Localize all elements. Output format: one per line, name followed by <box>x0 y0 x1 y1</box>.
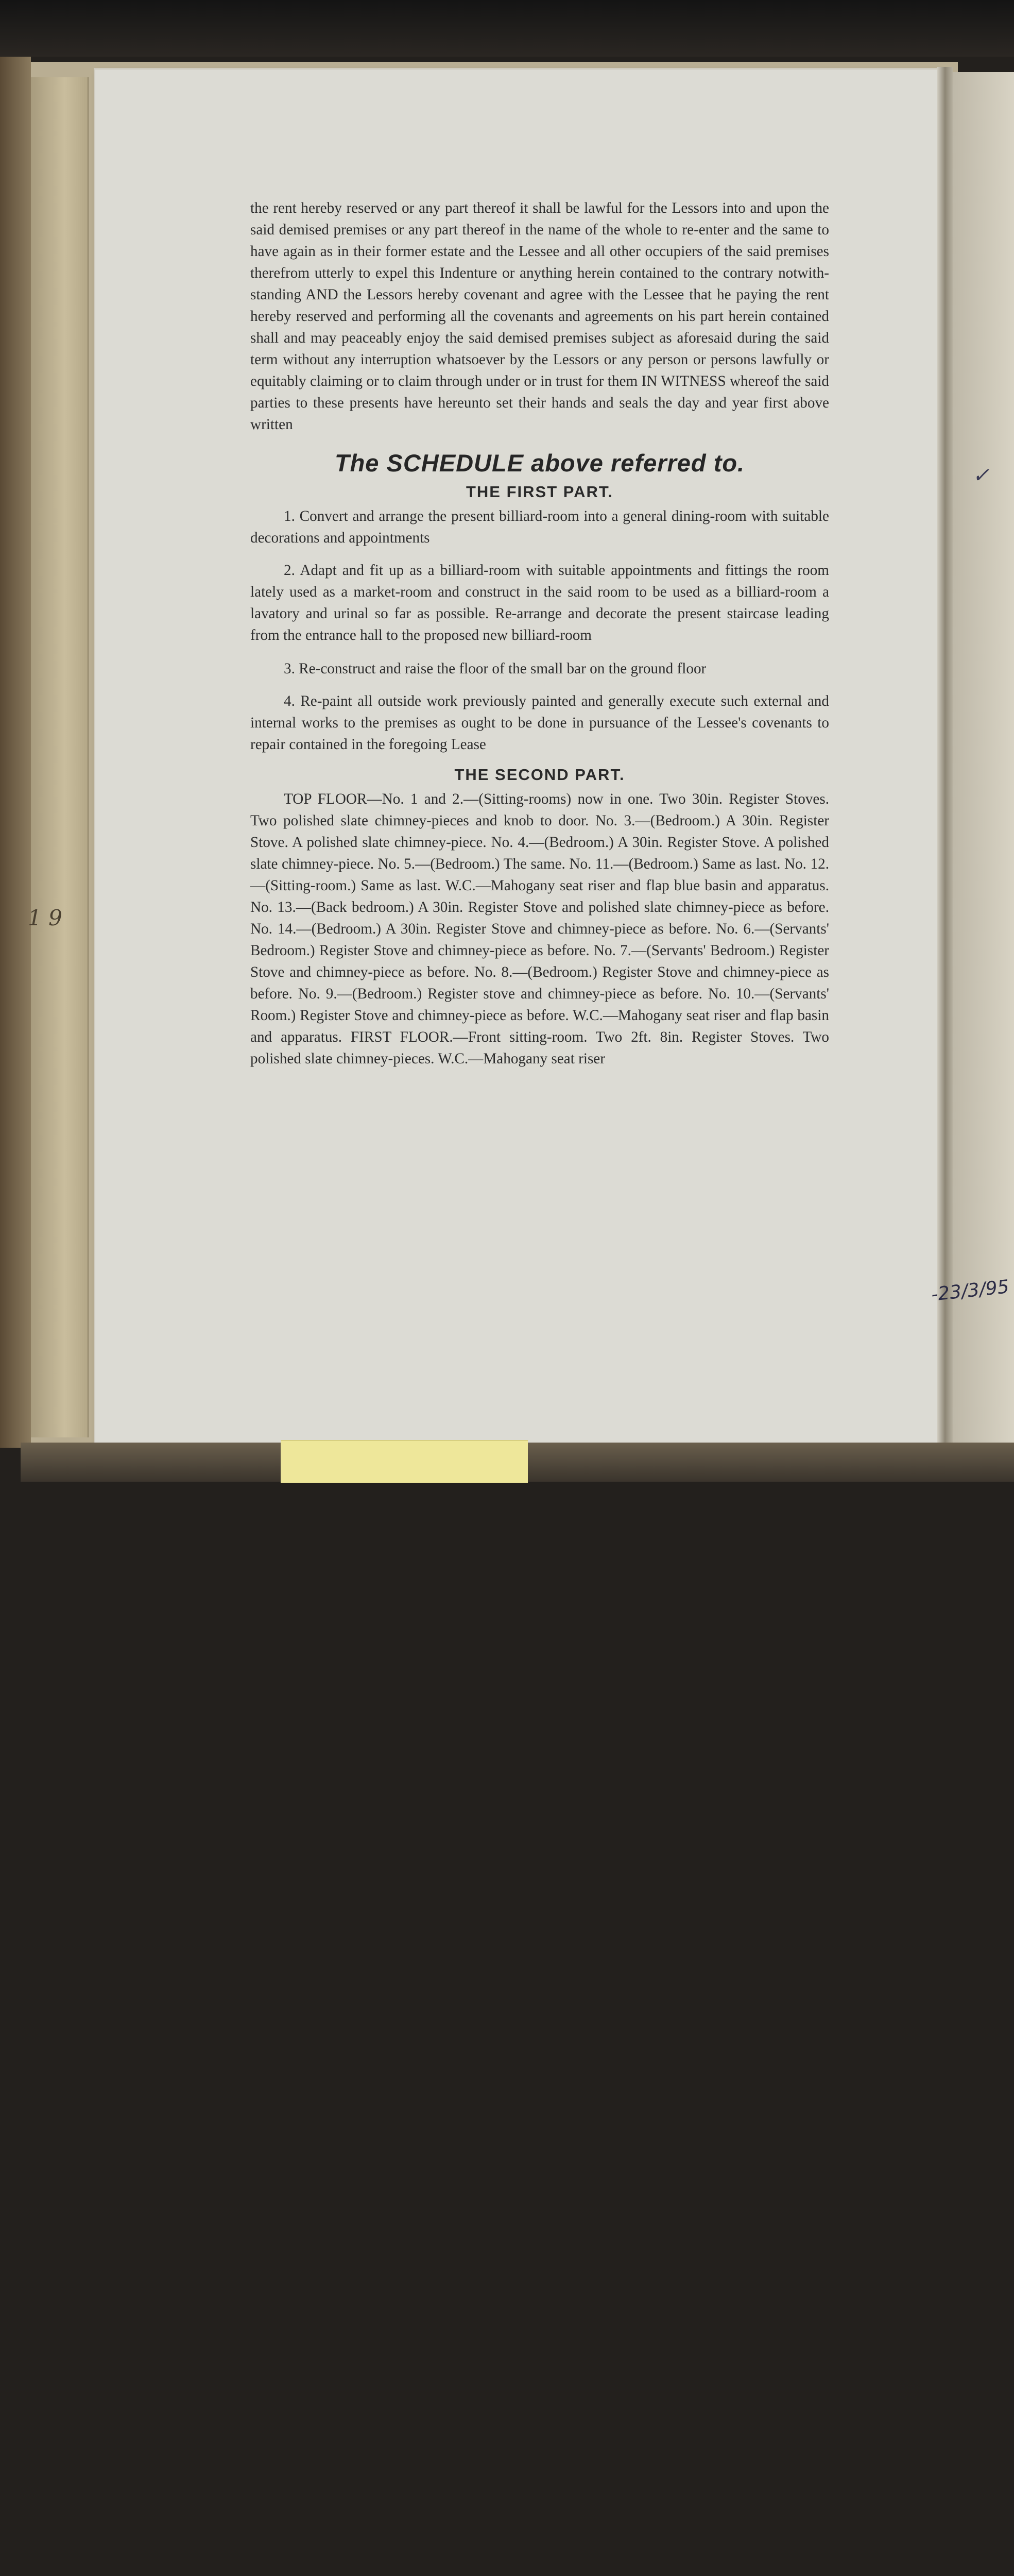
folded-left-leaf <box>31 77 89 1437</box>
book-spine-edge <box>0 57 31 1448</box>
first-part-item-4: 4. Re-paint all outside work previously painted and generally execute such external and internal works to the premises as ought to be done in pursuance of the Lessee's covenants to repair contained in the foregoing Lease <box>250 693 829 753</box>
handwritten-date: -23/3/95 <box>930 1276 1010 1306</box>
pencil-margin-mark: 1 9 <box>28 905 62 930</box>
first-part-item-2: 2. Adapt and fit up as a billiard-room with suitable appointments and fittings the room lately used as a market-room and construct in the said room to be used as a billiard-room a lavatory and urinal so far as possible. Re-arrange and decorate the present staircase leading from the entrance hall to the proposed new billiard-room <box>250 562 829 643</box>
first-part-item-3: 3. Re-construct and raise the floor of the small bar on the ground floor <box>284 660 707 677</box>
opening-paragraph: the rent hereby reserved or any part thereof it shall be lawful for the Lessors into and upon the said demised premises or any part thereof in the name of the whole to re-enter and the same to have again as in their former estate and the Lessee and all other occupiers of the said premises therefrom utterly to expel this Indenture or anything herein contained to the contrary notwithstanding AND the Lessors hereby covenant and agree with the Lessee that he paying the rent hereby reserved and performing all the covenants and agreements on his part herein contained shall and may peaceably enjoy the said demised premises subject as aforesaid during the said term without any interruption whatsoever by the Lessors or any person or persons lawfully or equitably claiming or to claim through under or in trust for them IN WITNESS whereof the said parties to these presents have hereunto set their hands and seals the day and year first above written <box>250 200 829 433</box>
book-cover-top <box>0 0 1014 57</box>
page-gutter <box>937 67 953 1448</box>
first-part-item-1: 1. Convert and arrange the present billiard-room into a general dining-room with suitable decorations and appointments <box>250 508 829 546</box>
handwritten-check-mark: ✓ <box>972 464 990 487</box>
facing-page-edge <box>950 72 1014 1448</box>
schedule-heading: The SCHEDULE above referred to. <box>334 449 745 477</box>
second-part-heading: THE SECOND PART. <box>454 766 625 784</box>
second-part-inventory: TOP FLOOR—No. 1 and 2.—(Sitting-rooms) now in one. Two 30in. Register Stoves. Two polished slate chimney-pieces and knob to door. No. 3.—(Bedroom.) A 30in. Register Stove. A polished slate chimney-piece. No. 4.—(Bedroom.) A 30in. Register Stove. A polished slate chimney-piece. No. 5.—(Bedroom.) The same. No. 11.—(Bedroom.) Same as last. No. 12.—(Sitting-room.) Same as last. W.C.—Mahogany seat riser and flap blue basin and apparatus. No. 13.—(Back bedroom.) A 30in. Register Stove and polished slate chimney-piece as before. No. 14.—(Bedroom.) A 30in. Register Stove and chimney-piece as before. No. 6.—(Servants' Bedroom.) Register Stove and chimney-piece as before. No. 7.—(Servants' Bedroom.) Register Stove and chimney-piece as before. No. 8.—(Bedroom.) Register Stove and chimney-piece as before. No. 9.—(Bedroom.) Register stove and chimney-piece as before. No. 10.—(Servants' Room.) Register Stove and chimney-piece as before. W.C.—Mahogany seat riser and flap basin and apparatus. FIRST FLOOR.—Front sitting-room. Two 2ft. 8in. Register Stoves. Two polished slate chimney-pieces. W.C.—Mahogany seat riser <box>250 791 829 1067</box>
first-part-heading: THE FIRST PART. <box>466 483 614 501</box>
sticky-note <box>281 1440 528 1483</box>
document-text <box>250 197 829 1070</box>
